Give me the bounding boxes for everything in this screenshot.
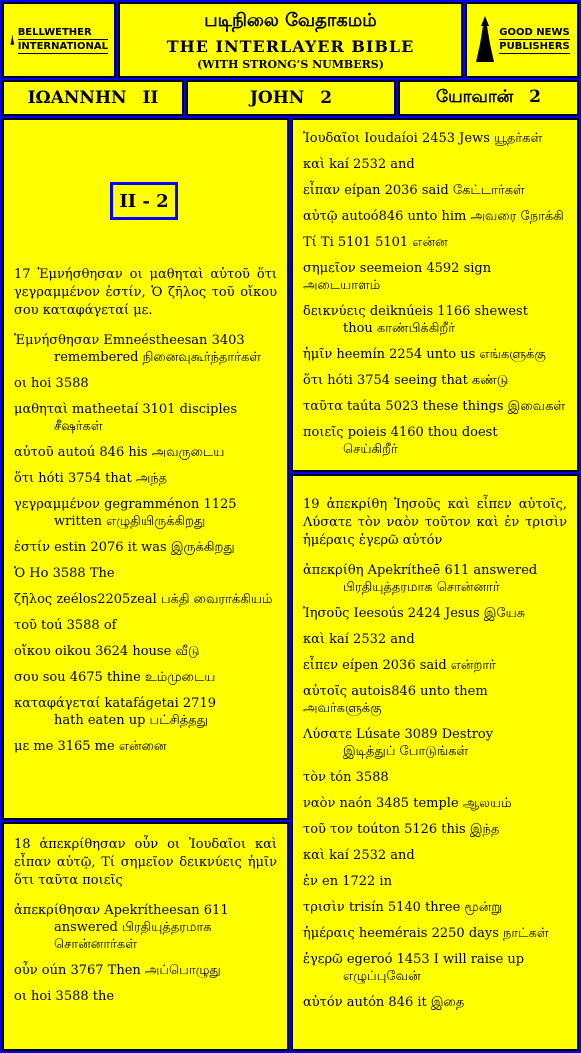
word-entry-line1: σημεῖον seemeion 4592 sign அடையாளம் xyxy=(303,261,492,293)
word-entry-line1: οὖν oún 3767 Then அப்பொழுது xyxy=(14,963,221,978)
logo-right xyxy=(465,2,579,78)
word-entry xyxy=(303,234,567,251)
word-entry-line1: καὶ kaí 2532 and xyxy=(303,848,415,863)
word-entry xyxy=(303,130,567,147)
word-entry-line1: Ἐμνήσθησαν Emneéstheesan 3403 xyxy=(14,333,245,348)
verse-18-cont-panel xyxy=(291,118,579,472)
word-entry-line1: τὸν tón 3588 xyxy=(303,770,389,785)
word-entry xyxy=(14,962,277,979)
word-entry-line1: ναὸν naón 3485 temple ஆலயம் xyxy=(303,796,512,811)
word-entry xyxy=(303,346,567,363)
word-entry xyxy=(303,562,567,596)
word-entry xyxy=(14,738,277,755)
word-entry xyxy=(303,398,567,415)
word-entry-line1: ποιεῖς poieis 4160 thou doest xyxy=(303,425,498,440)
word-entry xyxy=(303,899,567,916)
word-entry-line2: written எழுதியிருக்கிறது xyxy=(54,514,206,529)
title-english: THE INTERLAYER BIBLE xyxy=(166,37,415,56)
word-entry xyxy=(303,156,567,173)
word-entry xyxy=(303,795,567,812)
word-entry xyxy=(303,925,567,942)
word-entry xyxy=(14,669,277,686)
word-entry xyxy=(303,994,567,1011)
word-entry xyxy=(303,821,567,838)
verse-18-cont-entries xyxy=(303,130,567,458)
verse-18-panel xyxy=(2,822,289,1051)
word-entry-line2: thou காண்பிக்கிறீர் xyxy=(343,321,456,336)
word-entry xyxy=(14,902,277,953)
word-entry-line1: γεγραμμένον gegramménon 1125 xyxy=(14,497,237,512)
logo-right-line2: PUBLISHERS xyxy=(499,41,570,52)
word-entry-line1: καταφάγεταί katafágetai 2719 xyxy=(14,696,216,711)
word-entry xyxy=(303,208,567,225)
word-entry-line1: αὐτοῖς autois846 unto them அவர்களுக்கு xyxy=(303,684,488,716)
word-entry-line1: μαθηταὶ matheetaí 3101 disciples xyxy=(14,402,238,417)
word-entry-line1: ἀπεκρίθη Apekrítheē 611 answered xyxy=(303,563,538,578)
word-entry xyxy=(14,375,277,392)
verse-17-panel xyxy=(2,118,289,820)
word-entry xyxy=(14,643,277,660)
word-entry xyxy=(14,401,277,435)
word-entry-line1: ὅτι hóti 3754 that அந்த xyxy=(14,471,168,486)
word-entry-line2: எழுப்புவேன் xyxy=(343,969,421,984)
word-entry-line2: remembered நினைவுகூர்ந்தார்கள் xyxy=(54,350,262,365)
header-greek: ΙΩΑΝΝΗΝ II xyxy=(2,80,184,116)
word-entry-line1: αὐτοῦ autoú 846 his அவருடைய xyxy=(14,445,225,460)
word-entry-line2: answered பிரதியுத்தரமாக சொன்னார்கள் xyxy=(54,920,212,952)
word-entry-line1: ἡμῖν heemín 2254 unto us எங்களுக்கு xyxy=(303,347,546,362)
word-entry xyxy=(303,631,567,648)
word-entry-line2: இடித்துப் போடுங்கள் xyxy=(343,744,469,759)
word-entry xyxy=(303,260,567,294)
logo-left xyxy=(2,2,116,78)
header-english: JOHN 2 xyxy=(186,80,396,116)
word-entry-line1: ὅτι hóti 3754 seeing that கண்டு xyxy=(303,373,509,388)
word-entry xyxy=(14,565,277,582)
word-entry xyxy=(303,847,567,864)
word-entry-line1: αὐτόν autón 846 it இதை xyxy=(303,995,465,1010)
word-entry-line1: δεικνύεις deiknúeis 1166 shewest xyxy=(303,304,528,319)
word-entry-line1: Ὁ Ho 3588 The xyxy=(14,566,115,581)
word-entry xyxy=(303,182,567,199)
verse-17-entries xyxy=(14,332,277,755)
word-entry xyxy=(303,683,567,717)
word-entry-line1: σου sou 4675 thine உம்முடைய xyxy=(14,670,216,685)
verse-19-panel xyxy=(291,474,579,1051)
verse-18-text: 18 ἀπεκρίθησαν οὖν οι Ἰουδαῖοι καὶ εἶπαν αὐτῷ, Τί σημεῖον δεικνύεις ἡμῖν ὅτι ταῦτα ποιεῖς xyxy=(14,837,277,888)
word-entry-line1: ταῦτα taúta 5023 these things இவைகள் xyxy=(303,399,566,414)
word-entry xyxy=(14,988,277,1005)
chapter-badge: II - 2 xyxy=(110,182,178,220)
bell-logo-icon xyxy=(10,14,15,66)
word-entry-line1: εἶπαν eípan 2036 said கேட்டார்கள் xyxy=(303,183,525,198)
word-entry xyxy=(303,726,567,760)
word-entry xyxy=(14,332,277,366)
logo-left-line2: INTERNATIONAL xyxy=(17,41,108,52)
word-entry-line1: ἀπεκρίθησαν Apekrítheesan 611 xyxy=(14,903,229,918)
word-entry-line1: ἡμέραις heemérais 2250 days நாட்கள் xyxy=(303,926,549,941)
word-entry-line1: οἴκου oikou 3624 house வீடு xyxy=(14,644,200,659)
word-entry-line1: ζῆλος zeélos2205zeal பக்தி வைராக்கியம் xyxy=(14,592,273,607)
verse-18-entries xyxy=(14,902,277,1005)
word-entry-line1: τοῦ toú 3588 of xyxy=(14,618,117,633)
logo-left-line1: BELLWETHER xyxy=(18,26,108,40)
word-entry xyxy=(14,591,277,608)
word-entry-line2: பிரதியுத்தரமாக சொன்னார் xyxy=(343,580,500,595)
torch-logo-icon xyxy=(474,14,496,66)
word-entry-line1: οι hoi 3588 xyxy=(14,376,89,391)
word-entry xyxy=(14,444,277,461)
word-entry-line2: செய்கிறீர் xyxy=(343,442,398,457)
word-entry xyxy=(303,303,567,337)
header-tamil: யோவான் 2 xyxy=(398,80,579,116)
word-entry-line1: Τί Ti 5101 5101 என்ன xyxy=(303,235,448,250)
word-entry-line2: சீஷர்கள் xyxy=(54,419,103,434)
word-entry xyxy=(303,951,567,985)
word-entry-line1: με me 3165 me என்னை xyxy=(14,739,167,754)
word-entry xyxy=(303,424,567,458)
title-sub: (WITH STRONG’S NUMBERS) xyxy=(197,58,384,71)
title-block xyxy=(118,2,463,78)
word-entry xyxy=(14,695,277,729)
word-entry xyxy=(303,769,567,786)
word-entry xyxy=(14,496,277,530)
word-entry-line1: Λύσατε Lúsate 3089 Destroy xyxy=(303,727,494,742)
word-entry-line1: αὐτῷ autoó846 unto him அவரை நோக்கி xyxy=(303,209,564,224)
word-entry-line1: ἐστίν estin 2076 it was இருக்கிறது xyxy=(14,540,235,555)
word-entry xyxy=(303,372,567,389)
word-entry-line1: τρισὶν trisín 5140 three மூன்று xyxy=(303,900,503,915)
word-entry xyxy=(303,657,567,674)
verse-19-entries xyxy=(303,562,567,1011)
word-entry-line1: καὶ kaí 2532 and xyxy=(303,157,415,172)
word-entry-line1: ἐγερῶ egeroó 1453 I will raise up xyxy=(303,952,525,967)
word-entry-line1: οι hoi 3588 the xyxy=(14,989,115,1004)
word-entry xyxy=(14,617,277,634)
word-entry-line1: Ἰησοῦς Ieesoús 2424 Jesus இயேசு xyxy=(303,606,526,621)
word-entry-line1: Ἰουδαῖοι Ioudaíoi 2453 Jews யூதர்கள் xyxy=(303,131,543,146)
word-entry xyxy=(303,605,567,622)
word-entry xyxy=(14,470,277,487)
word-entry-line1: καὶ kaí 2532 and xyxy=(303,632,415,647)
logo-right-line1: GOOD NEWS xyxy=(499,27,570,38)
word-entry xyxy=(303,873,567,890)
word-entry xyxy=(14,539,277,556)
verse-17-text: 17 Ἐμνήσθησαν οι μαθηταὶ αὐτοῦ ὅτι γεγραμμένον ἐστίν, Ὁ ζῆλος τοῦ οἴκου σου καταφάγεταί με. xyxy=(14,267,277,318)
word-entry-line2: hath eaten up பட்சித்தது xyxy=(54,713,208,728)
word-entry-line1: τοῦ τον toúton 5126 this இந்த xyxy=(303,822,500,837)
verse-19-text: 19 ἀπεκρίθη Ἰησοῦς καὶ εἶπεν αὐτοῖς, Λύσατε τὸν ναὸν τοῦτον καὶ ἐν τρισὶν ἡμέραις ἐγερῶ αὐτόν xyxy=(303,497,567,548)
title-tamil: படிநிலை வேதாகமம் xyxy=(204,10,377,31)
word-entry-line1: ἐν en 1722 in xyxy=(303,874,392,889)
word-entry-line1: εἶπεν eípen 2036 said என்றார் xyxy=(303,658,496,673)
